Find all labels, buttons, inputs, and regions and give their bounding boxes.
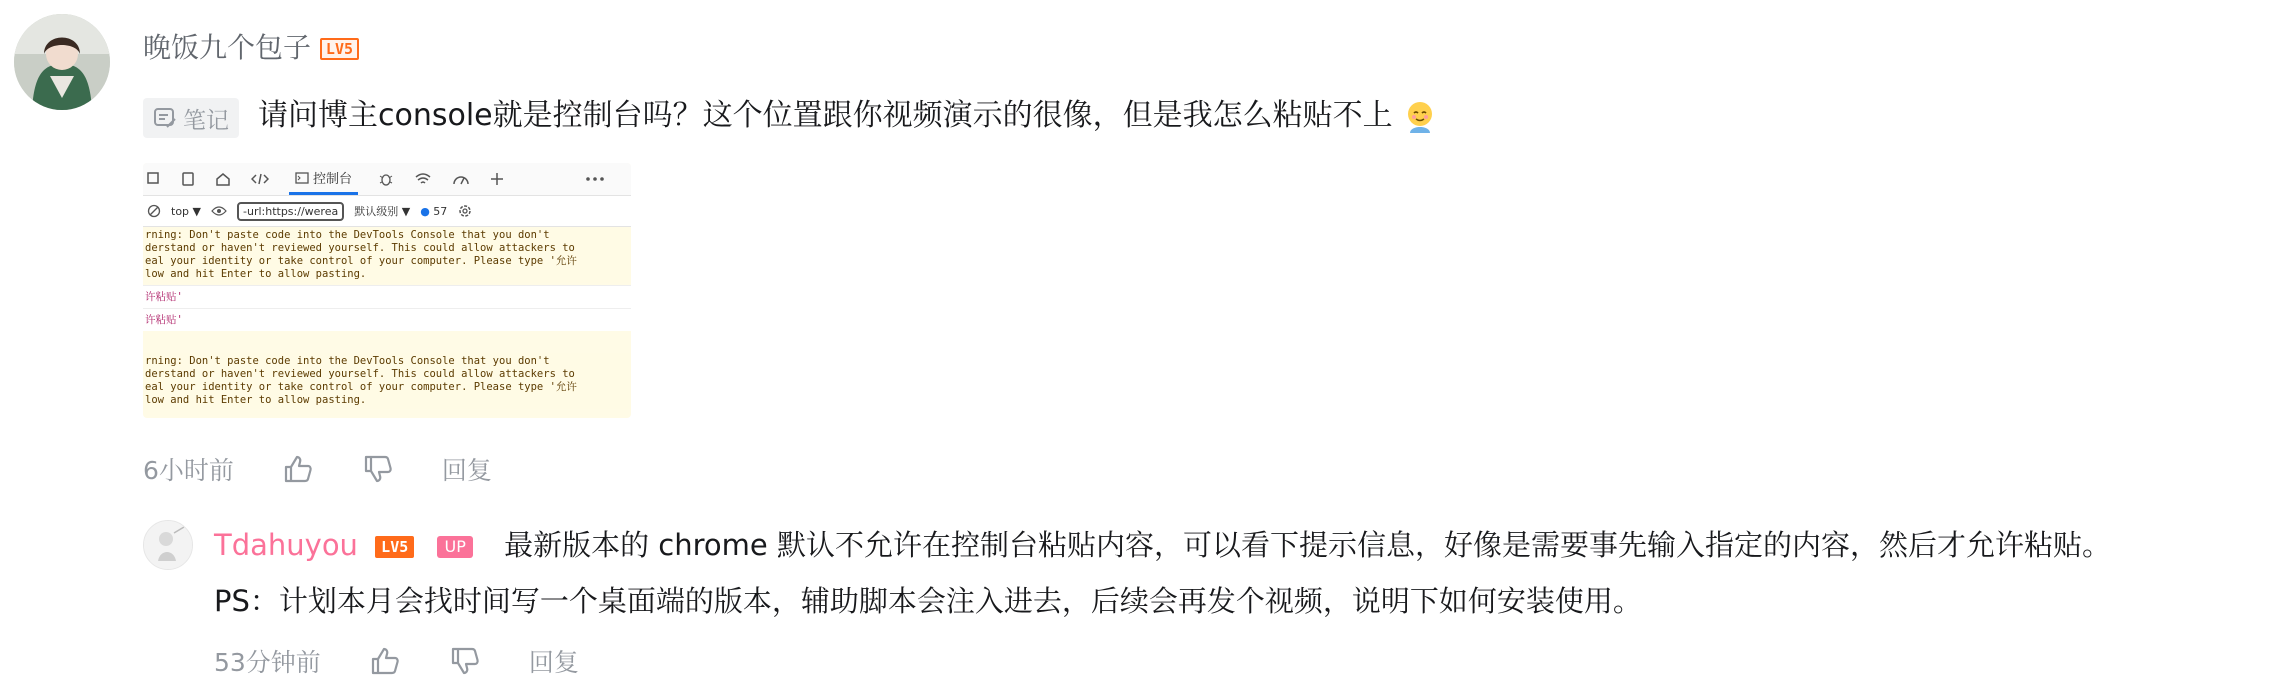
context-label: top <box>171 204 190 218</box>
reply-time: 53分钟前 <box>214 648 321 677</box>
comment-image[interactable] <box>143 163 631 418</box>
context-select: top ▼ <box>171 204 201 218</box>
comment-actions <box>143 451 492 487</box>
plus-icon <box>490 172 504 186</box>
comment-content <box>258 94 1438 138</box>
reply-username[interactable]: Tdahuyou <box>214 528 358 562</box>
reply-avatar[interactable] <box>143 520 193 570</box>
more-icon <box>584 172 606 186</box>
shy-emoji-icon <box>1402 99 1438 135</box>
wifi-icon <box>414 172 432 186</box>
issues-counter: ● 57 <box>420 204 448 218</box>
commenter-username[interactable]: 晚饭九个包子 <box>143 31 312 64</box>
settings-icon <box>457 203 473 219</box>
reply-reply-button[interactable]: 回复 <box>528 648 579 677</box>
issues-count: 57 <box>433 204 448 218</box>
console-input-2: 许粘贴' <box>143 308 631 331</box>
console-input-1: 许粘贴' <box>143 285 631 308</box>
devtools-filterbar <box>143 196 631 227</box>
clear-icon <box>147 204 161 218</box>
reply-button[interactable]: 回复 <box>441 456 492 485</box>
note-icon <box>153 107 177 129</box>
reply-header-row <box>214 523 2111 567</box>
level-badge: LV5 <box>320 38 359 60</box>
console-icon <box>295 172 309 184</box>
reply-dislike-icon[interactable] <box>449 645 481 677</box>
note-tag-label: 笔记 <box>183 107 229 134</box>
filter-input: -url:https://werea <box>237 202 344 221</box>
reply-actions <box>214 643 579 679</box>
tab-console <box>289 163 358 195</box>
inspect-icon <box>147 172 161 186</box>
reply-text-line2: PS：计划本月会找时间写一个桌面端的版本，辅助脚本会注入进去，后续会再发个视频，说明下如何安装使用。 <box>214 584 1642 618</box>
levels-select: 默认级别 ▼ <box>354 205 411 218</box>
dislike-icon[interactable] <box>362 453 394 485</box>
commenter-avatar[interactable] <box>14 14 110 110</box>
devtools-tabbar <box>143 163 631 196</box>
comment-time: 6小时前 <box>143 456 234 485</box>
up-badge: UP <box>437 536 472 558</box>
levels-label: 默认级别 <box>354 205 399 218</box>
tab-console-label: 控制台 <box>313 172 353 187</box>
console-warning-1: rning: Don't paste code into the DevTools Console that you don't derstand or haven't reviewed yourself. This could allow attackers to eal your identity or take control of your computer. Please type '允许 low and hit Enter to allow pasting. <box>143 227 631 283</box>
reply-level-badge: LV5 <box>375 536 414 558</box>
note-tag[interactable] <box>143 98 239 138</box>
reply-text-line1: 最新版本的 chrome 默认不允许在控制台粘贴内容，可以看下提示信息，好像是需要事先输入指定的内容，然后才允许粘贴。 <box>504 528 2111 562</box>
home-icon <box>215 172 231 186</box>
like-icon[interactable] <box>282 453 314 485</box>
console-warning-2: rning: Don't paste code into the DevTools Console that you don't derstand or haven't reviewed yourself. This could allow attackers to eal your identity or take control of your computer. Please type '允许 low and hit Enter to allow pasting. <box>143 353 631 409</box>
code-icon <box>251 172 269 186</box>
commenter-name-row <box>143 26 359 66</box>
device-icon <box>181 172 195 186</box>
reply-like-icon[interactable] <box>369 645 401 677</box>
bug-icon <box>378 171 394 187</box>
comment-text: 请问博主console就是控制台吗？这个位置跟你视频演示的很像，但是我怎么粘贴不上 <box>258 98 1393 133</box>
performance-icon <box>452 172 470 186</box>
eye-icon <box>211 205 227 217</box>
